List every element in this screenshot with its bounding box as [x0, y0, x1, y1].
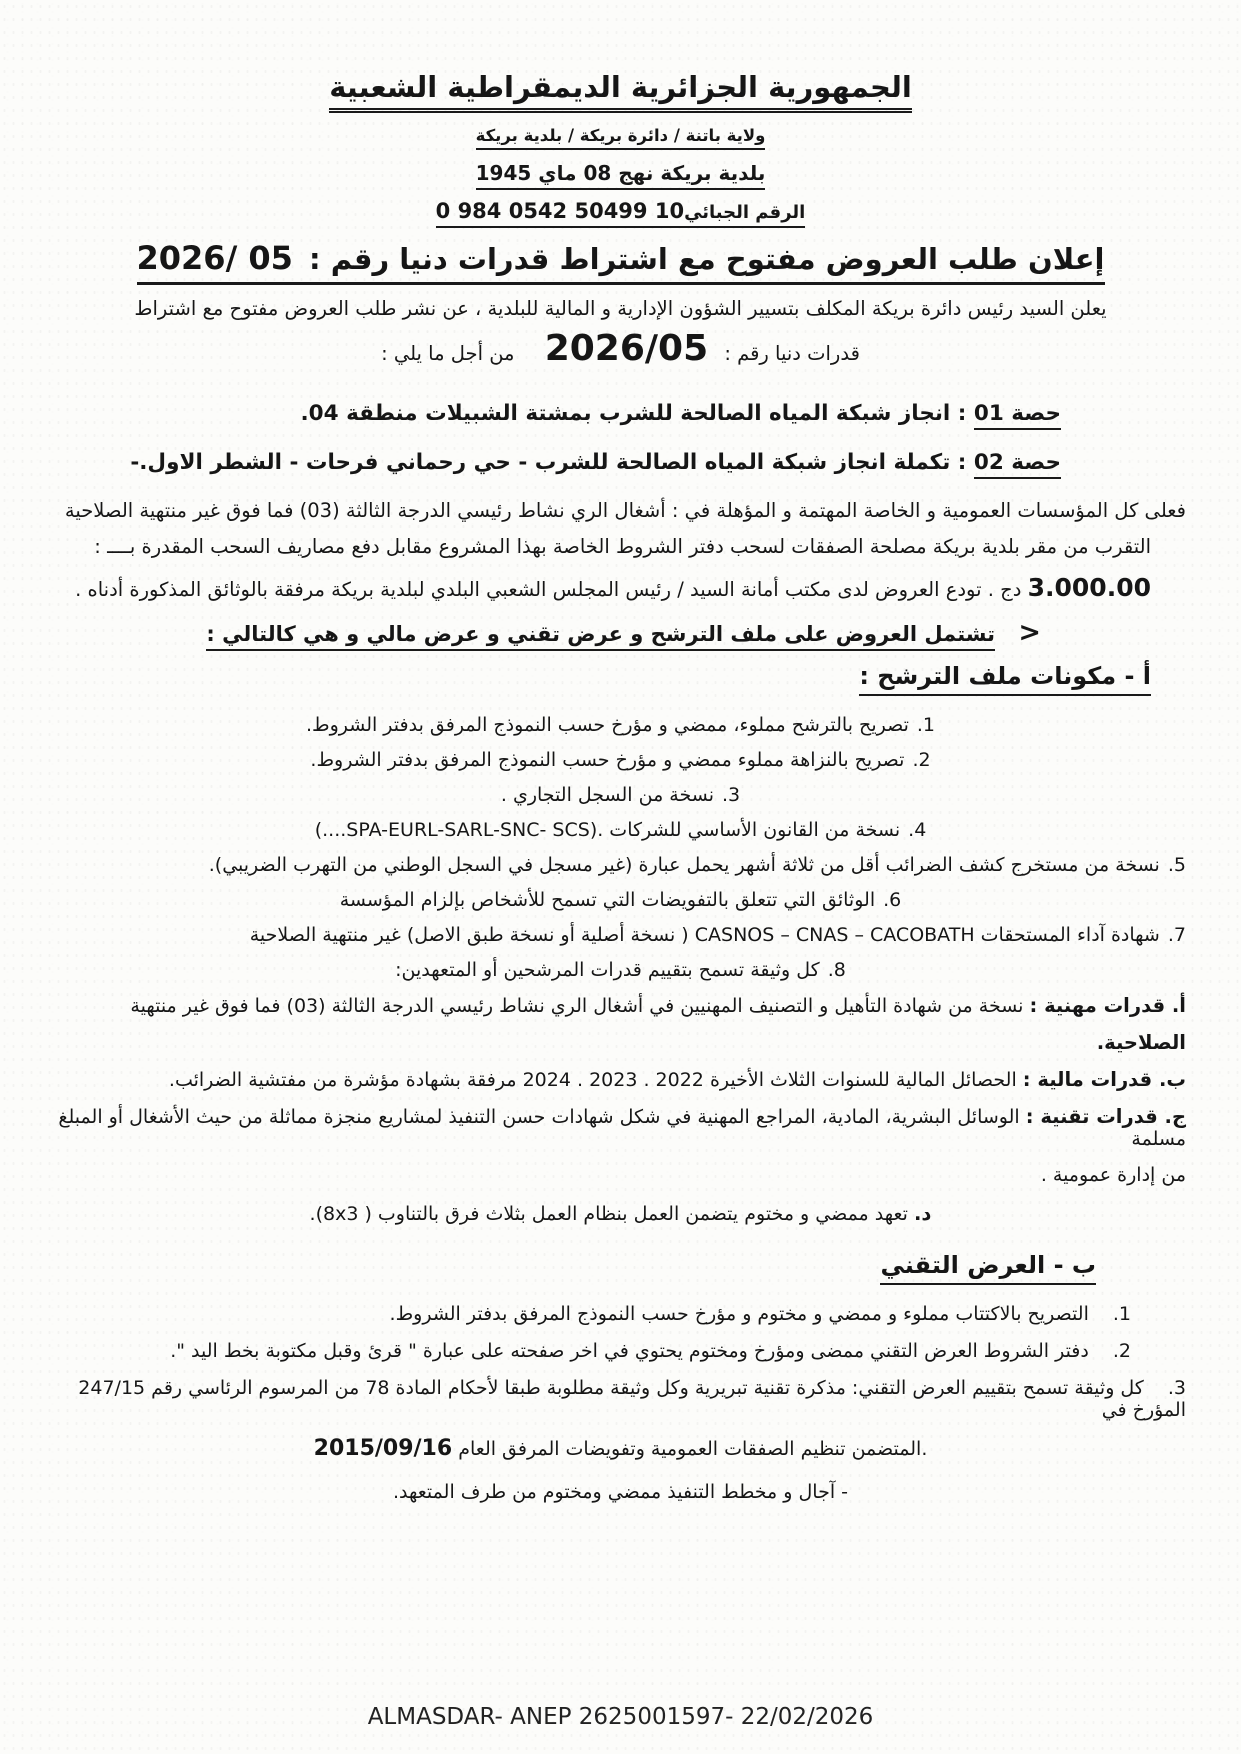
candidacy-item-3: 3.نسخة من السجل التجاري .: [500, 784, 741, 806]
decree-date: 2015/09/16: [313, 1436, 453, 1461]
offers-content-line: [55, 617, 1186, 648]
shift-commitment-line: د. تعهد ممضي و مختوم يتضمن العمل بنظام العمل بثلاث فرق بالتناوب ( 8x3).: [309, 1202, 932, 1225]
tender-number: 2026/05: [544, 328, 709, 369]
tax-id-label: الرقم الجبائي: [684, 202, 806, 223]
intro-line-2-pre: قدرات دنيا رقم :: [724, 342, 860, 365]
document-content: [55, 70, 1186, 1503]
candidacy-section: [55, 662, 1186, 696]
technical-capabilities-line: ج. قدرات تقنية : الوسائل البشرية، المادية، المراجع المهنية في شكل شهادات حسن التنفيذ لمشاريع منجزة مماثلة من حيث الأشغال أو المبلغ مسلمة: [58, 1105, 1186, 1150]
wilaya-daira-commune-line: ولاية باتنة / دائرة بريكة / بلدية بريكة: [55, 126, 1186, 150]
fee-amount: 3.000.00: [1027, 573, 1151, 602]
deposit-paragraph: [55, 573, 1186, 602]
technical-item-1: 1.التصريح بالاكتتاب مملوء و ممضي و مختوم و مؤرخ حسب النموذج المرفق بدفتر الشروط.: [389, 1303, 1131, 1325]
candidacy-item-7: 7.شهادة آداء المستحقات CASNOS – CNAS – CACOBATH ( نسخة أصلية أو نسخة طبق الاصل) غير منتهية الصلاحية: [249, 924, 1186, 946]
execution-schedule-note: - آجال و مخطط التنفيذ ممضي ومختوم من طرف المتعهد.: [393, 1481, 848, 1503]
lot-02-text: : تكملة انجاز شبكة المياه الصالحة للشرب - حي رحماني فرحات - الشطر الاول.-: [130, 450, 967, 475]
arrow-bullet-icon: >: [1018, 617, 1041, 648]
lot-01-line: [55, 401, 1186, 426]
intro-line-2-post: من أجل ما يلي :: [381, 342, 515, 365]
candidacy-section-heading: أ - مكونات ملف الترشح :: [859, 662, 1151, 696]
financial-capabilities-line: ب. قدرات مالية : الحصائل المالية للسنوات الثلاث الأخيرة 2022 . 2023 . 2024 مرفقة بشهادة مؤشرة من مفتشية الضرائب.: [168, 1068, 1186, 1091]
candidacy-item-2: 2.تصريح بالنزاهة مملوء ممضي و مؤرخ حسب النموذج المرفق بدفتر الشروط.: [310, 749, 931, 771]
intro-line-1: يعلن السيد رئيس دائرة بريكة المكلف بتسيير الشؤون الإدارية و المالية للبلدية ، عن نشر طلب العروض مفتوح مع اشتراط: [134, 297, 1107, 320]
technical-capabilities-cont: من إدارة عمومية .: [1040, 1164, 1186, 1186]
decree-date-line: [55, 1436, 1186, 1461]
candidacy-item-8: 8.كل وثيقة تسمح بتقييم قدرات المرشحين أو المتعهدين:: [395, 959, 846, 981]
tax-id-line: [55, 199, 1186, 228]
tender-title-wrap: [55, 239, 1186, 285]
lot-02-line: [55, 450, 1186, 475]
technical-item-2: 2.دفتر الشروط العرض التقني ممضى ومؤرخ ومختوم يحتوي في اخر صفحته على عبارة " قرئ وقبل مكتوبة بخط اليد ".: [170, 1340, 1131, 1362]
technical-offer-section: [55, 1251, 1186, 1285]
candidacy-item-4: 4.نسخة من القانون الأساسي للشركات .(SPA-EURL-SARL-SNC- SCS....): [314, 819, 927, 841]
professional-capabilities-line: أ. قدرات مهنية : نسخة من شهادة التأهيل و التصنيف المهنيين في أشغال الري نشاط رئيسي الدرجة الثالثة (03) فما فوق غير منتهية: [130, 994, 1186, 1017]
lot-01-text: : انجاز شبكة المياه الصالحة للشرب بمشتة الشبيلات منطقة 04.: [300, 401, 967, 426]
technical-item-3: 3.كل وثيقة تسمح بتقييم العرض التقني: مذكرة تقنية تبريرية وكل وثيقة مطلوبة طبقا لأحكام المادة 78 من المرسوم الرئاسي رقم 247/15 المؤرخ في: [78, 1377, 1186, 1421]
technical-offer-heading: ب - العرض التقني: [880, 1251, 1096, 1285]
decree-text: المتضمن تنظيم الصفقات العمومية وتفويضات المرفق العام.: [458, 1438, 928, 1460]
tender-title-number: 2026/ 05: [136, 239, 293, 277]
tax-id-number: 0 984 0542 50499 10: [435, 199, 685, 223]
intro-line-2: [55, 328, 1186, 369]
eligibility-paragraph: فعلى كل المؤسسات العمومية و الخاصة المهتمة و المؤهلة في : أشغال الري نشاط رئيسي الدرجة الثالثة (03) فما فوق غير منتهية الصلاحية: [64, 499, 1186, 522]
anep-footer: ALMASDAR- ANEP 2625001597- 22/02/2026: [367, 1704, 874, 1730]
professional-capabilities-cont: الصلاحية.: [1096, 1031, 1186, 1054]
candidacy-item-5: 5.نسخة من مستخرج كشف الضرائب أقل من ثلاثة أشهر يحمل عبارة (غير مسجل في السجل الوطني من التهرب الضريبي).: [208, 854, 1186, 876]
tender-title: [137, 239, 1105, 285]
tender-title-text: إعلان طلب العروض مفتوح مع اشتراط قدرات دنيا رقم :: [309, 242, 1105, 276]
republic-title-text: الجمهورية الجزائرية الديمقراطية الشعبية: [329, 70, 912, 113]
lot-02-label: حصة 02: [974, 450, 1061, 479]
lot-01-label: حصة 01: [974, 401, 1061, 430]
deposit-text: دج . تودع العروض لدى مكتب أمانة السيد / رئيس المجلس الشعبي البلدي لبلدية بريكة مرفقة بالوثائق المذكورة أدناه .: [75, 578, 1022, 601]
offers-content-text: تشتمل العروض على ملف الترشح و عرض تقني و عرض مالي و هي كالتالي :: [206, 622, 995, 651]
candidacy-item-1: 1.تصريح بالترشح مملوء، ممضي و مؤرخ حسب النموذج المرفق بدفتر الشروط.: [305, 714, 935, 736]
document-header: [55, 70, 1186, 228]
candidacy-item-6: 6.الوثائق التي تتعلق بالتفويضات التي تسمح للأشخاص بإلزام المؤسسة: [339, 889, 902, 911]
republic-title: [55, 70, 1186, 113]
municipality-address-line: بلدية بريكة نهج 08 ماي 1945: [55, 161, 1186, 190]
withdrawal-fee-paragraph: التقرب من مقر بلدية بريكة مصلحة الصفقات لسحب دفتر الشروط الخاصة بهذا المشروع مقابل دفع مصاريف السحب المقدرة بــــ :: [94, 535, 1151, 558]
